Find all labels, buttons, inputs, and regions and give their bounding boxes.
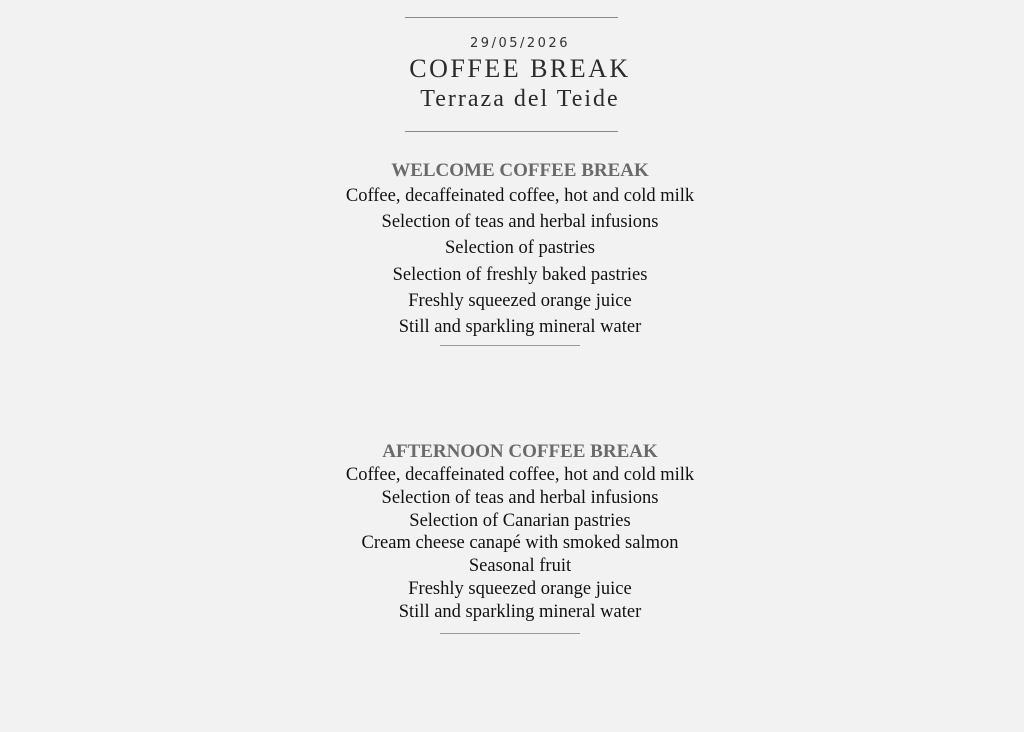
header-top-divider xyxy=(405,17,618,18)
section-heading: WELCOME COFFEE BREAK xyxy=(391,160,649,181)
menu-item: Selection of Canarian pastries xyxy=(409,510,631,531)
event-date: 29/05/2026 xyxy=(470,36,570,51)
menu-item: Coffee, decaffeinated coffee, hot and cold milk xyxy=(345,186,695,206)
menu-item: Selection of pastries xyxy=(444,238,595,259)
section-divider xyxy=(440,633,580,634)
page-title: COFFEE BREAK xyxy=(409,54,631,83)
menu-item: Still and sparkling mineral water xyxy=(398,601,642,622)
menu-item: Selection of freshly baked pastries xyxy=(392,264,648,285)
menu-item: Seasonal fruit xyxy=(468,556,572,577)
header-bottom-divider xyxy=(405,131,618,132)
menu-item: Freshly squeezed orange juice xyxy=(408,578,632,599)
afternoon-coffee-break-section xyxy=(0,440,1024,624)
menu-item: Still and sparkling mineral water xyxy=(398,317,642,338)
section-divider xyxy=(440,345,580,346)
venue-name: Terraza del Teide xyxy=(420,86,620,112)
welcome-coffee-break-section xyxy=(0,159,1024,340)
menu-item-list xyxy=(0,464,1024,624)
menu-item: Cream cheese canapé with smoked salmon xyxy=(361,533,679,554)
menu-item: Selection of teas and herbal infusions xyxy=(381,487,659,508)
menu-item: Selection of teas and herbal infusions xyxy=(381,212,659,233)
menu-item-list xyxy=(0,183,1024,340)
menu-item: Freshly squeezed orange juice xyxy=(408,290,632,311)
menu-item: Coffee, decaffeinated coffee, hot and cold milk xyxy=(345,465,695,485)
section-heading: AFTERNOON COFFEE BREAK xyxy=(382,441,658,462)
